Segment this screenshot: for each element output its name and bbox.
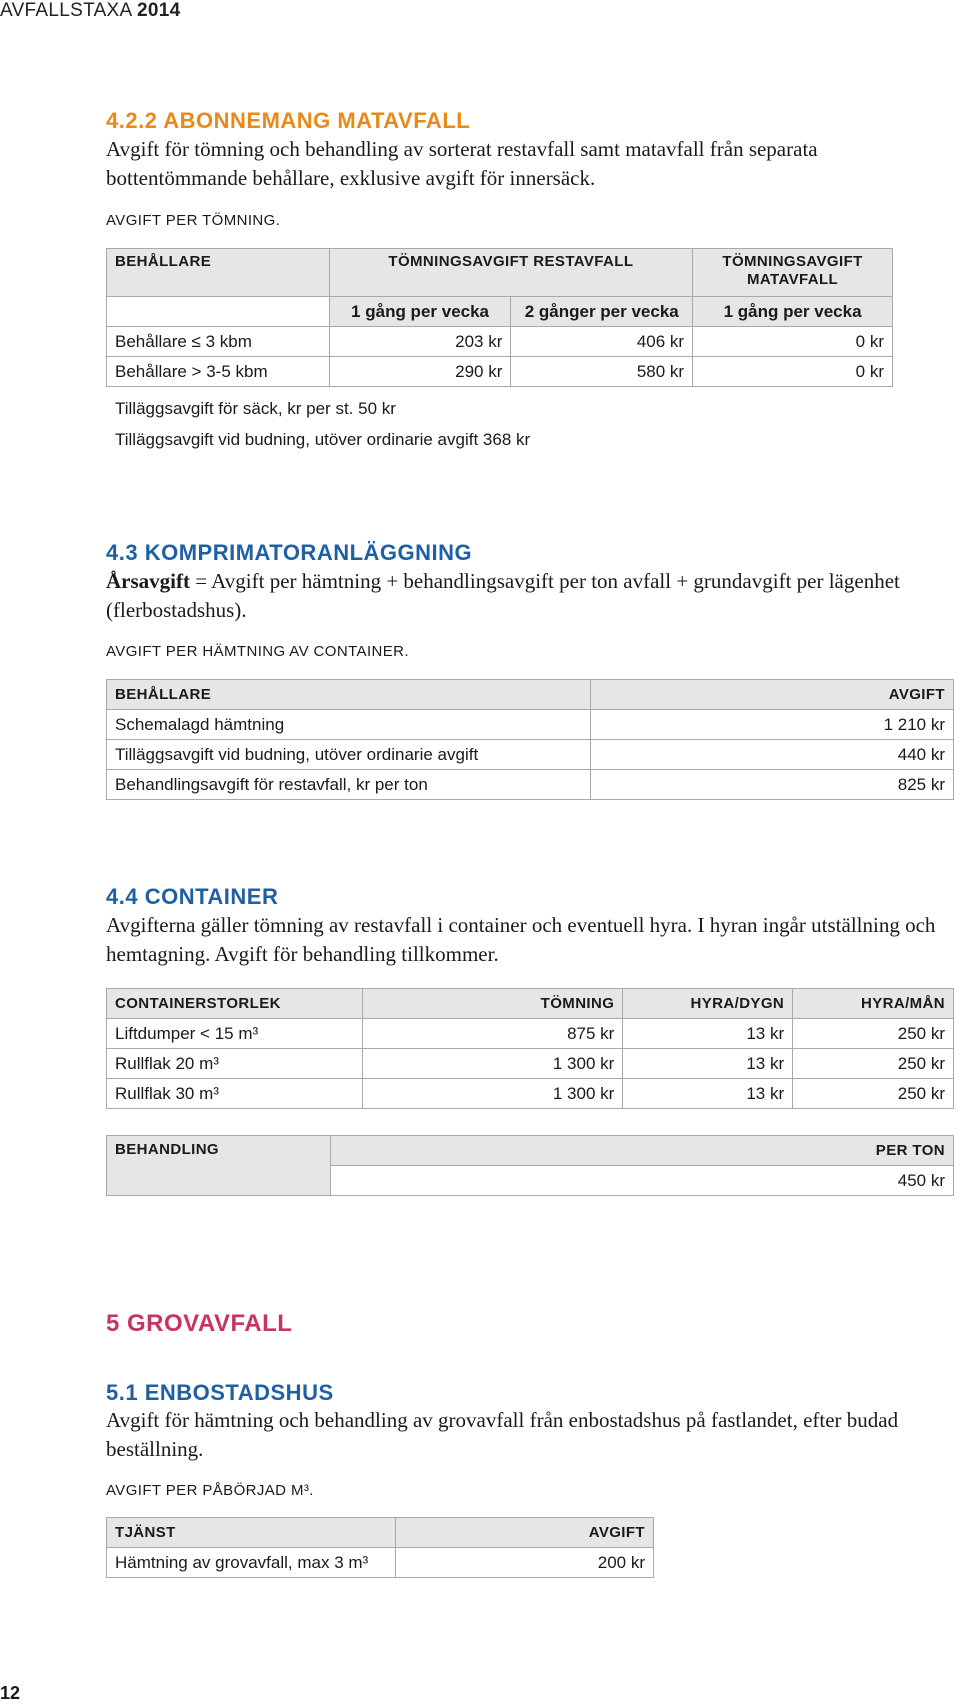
section-text-5-1: Avgift för hämtning och behandling av grovavfall från enbostadshus på fastlandet, efter budad beställning. bbox=[106, 1408, 899, 1461]
table-komprimator bbox=[106, 679, 954, 800]
cell: 13 kr bbox=[623, 1019, 793, 1049]
table-row bbox=[107, 1049, 954, 1079]
cell: 580 kr bbox=[511, 357, 693, 387]
table-row bbox=[107, 1548, 654, 1578]
cell-treatment-fee: 450 kr bbox=[330, 1166, 953, 1196]
cell: Schemalagd hämtning bbox=[107, 710, 591, 740]
cell: 290 kr bbox=[329, 357, 511, 387]
table-matavfall bbox=[106, 248, 893, 387]
table-row bbox=[107, 357, 893, 387]
col-header-matavfall: TÖMNINGSAVGIFT MATAVFALL bbox=[693, 249, 893, 297]
section-heading-5-1: 5.1 ENBOSTADSHUS bbox=[106, 1380, 334, 1405]
cell: 250 kr bbox=[793, 1079, 954, 1109]
sub-header-2: 2 gånger per vecka bbox=[511, 297, 693, 327]
col-header-size: CONTAINERSTORLEK bbox=[107, 989, 363, 1019]
header-year: 2014 bbox=[137, 0, 181, 21]
cell: Behållare ≤ 3 kbm bbox=[107, 327, 330, 357]
section-text-4-2-2: Avgift för tömning och behandling av sorterat restavfall samt matavfall från separata bottentömmande behållare, exklusive avgift för innersäck. bbox=[106, 137, 818, 190]
col-header-emptying: TÖMNING bbox=[362, 989, 623, 1019]
cell: Behållare > 3-5 kbm bbox=[107, 357, 330, 387]
section-text-4-3 bbox=[106, 567, 946, 625]
document-header bbox=[0, 0, 181, 22]
section-heading-4-2-2: 4.2.2 ABONNEMANG MATAVFALL bbox=[106, 108, 471, 133]
col-header-container: BEHÅLLARE bbox=[107, 249, 330, 297]
col-header-fee: AVGIFT bbox=[396, 1518, 654, 1548]
cell: 250 kr bbox=[793, 1049, 954, 1079]
sub-header-3: 1 gång per vecka bbox=[693, 297, 893, 327]
cell: 440 kr bbox=[591, 740, 954, 770]
note-sack-fee: Tilläggsavgift för säck, kr per st. 50 kr bbox=[115, 399, 396, 418]
cell: 0 kr bbox=[693, 327, 893, 357]
table-row bbox=[107, 327, 893, 357]
col-header-rent-month: HYRA/MÅN bbox=[793, 989, 954, 1019]
cell: 200 kr bbox=[396, 1548, 654, 1578]
sub-header-1: 1 gång per vecka bbox=[329, 297, 511, 327]
cell: Tilläggsavgift vid budning, utöver ordinarie avgift bbox=[107, 740, 591, 770]
chapter-heading-5: 5 GROVAVFALL bbox=[106, 1310, 293, 1337]
header-title: AVFALLSTAXA bbox=[0, 0, 132, 21]
cell: 406 kr bbox=[511, 327, 693, 357]
table-row bbox=[107, 1079, 954, 1109]
table-row bbox=[107, 770, 954, 800]
table-grovavfall bbox=[106, 1517, 654, 1578]
col-header-restavfall: TÖMNINGSAVGIFT RESTAVFALL bbox=[329, 249, 692, 297]
cell: 203 kr bbox=[329, 327, 511, 357]
cell: Rullflak 30 m³ bbox=[107, 1079, 363, 1109]
table-behandling bbox=[106, 1135, 954, 1196]
cell: 1 300 kr bbox=[362, 1079, 623, 1109]
cell: 875 kr bbox=[362, 1019, 623, 1049]
col-header-per-ton: PER TON bbox=[330, 1136, 953, 1166]
table-container bbox=[106, 988, 954, 1109]
table-row bbox=[107, 740, 954, 770]
cell: Behandlingsavgift för restavfall, kr per ton bbox=[107, 770, 591, 800]
cell: 1 300 kr bbox=[362, 1049, 623, 1079]
empty-cell bbox=[107, 297, 330, 327]
table-caption-4-2-2: AVGIFT PER TÖMNING. bbox=[106, 212, 281, 229]
cell: Hämtning av grovavfall, max 3 m³ bbox=[107, 1548, 396, 1578]
section-text-4-4: Avgifterna gäller tömning av restavfall i container och eventuell hyra. I hyran ingår utställning och hemtagning. Avgift för behandling tillkommer. bbox=[106, 913, 936, 966]
table-row bbox=[107, 1019, 954, 1049]
table-caption-4-3: AVGIFT PER HÄMTNING AV CONTAINER. bbox=[106, 643, 409, 660]
col-header-fee: AVGIFT bbox=[591, 680, 954, 710]
section-heading-4-3: 4.3 KOMPRIMATORANLÄGGNING bbox=[106, 540, 473, 565]
cell: Liftdumper < 15 m³ bbox=[107, 1019, 363, 1049]
table-row bbox=[107, 710, 954, 740]
section-heading-4-4: 4.4 CONTAINER bbox=[106, 884, 279, 909]
col-header-service: TJÄNST bbox=[107, 1518, 396, 1548]
cell: 250 kr bbox=[793, 1019, 954, 1049]
cell: 1 210 kr bbox=[591, 710, 954, 740]
table-caption-5-1: AVGIFT PER PÅBÖRJAD M³. bbox=[106, 1482, 314, 1499]
bold-term: Årsavgift bbox=[106, 569, 190, 593]
cell: 0 kr bbox=[693, 357, 893, 387]
col-header-treatment: BEHANDLING bbox=[107, 1136, 331, 1196]
cell: 825 kr bbox=[591, 770, 954, 800]
formula-text: = Avgift per hämtning + behandlingsavgift per ton avfall + grundavgift per lägenhet (flerbostadshus). bbox=[106, 569, 900, 622]
cell: Rullflak 20 m³ bbox=[107, 1049, 363, 1079]
note-booking-fee: Tilläggsavgift vid budning, utöver ordinarie avgift 368 kr bbox=[115, 430, 531, 449]
col-header-rent-day: HYRA/DYGN bbox=[623, 989, 793, 1019]
cell: 13 kr bbox=[623, 1079, 793, 1109]
page-number: 12 bbox=[0, 1683, 21, 1703]
col-header-container: BEHÅLLARE bbox=[107, 680, 591, 710]
cell: 13 kr bbox=[623, 1049, 793, 1079]
